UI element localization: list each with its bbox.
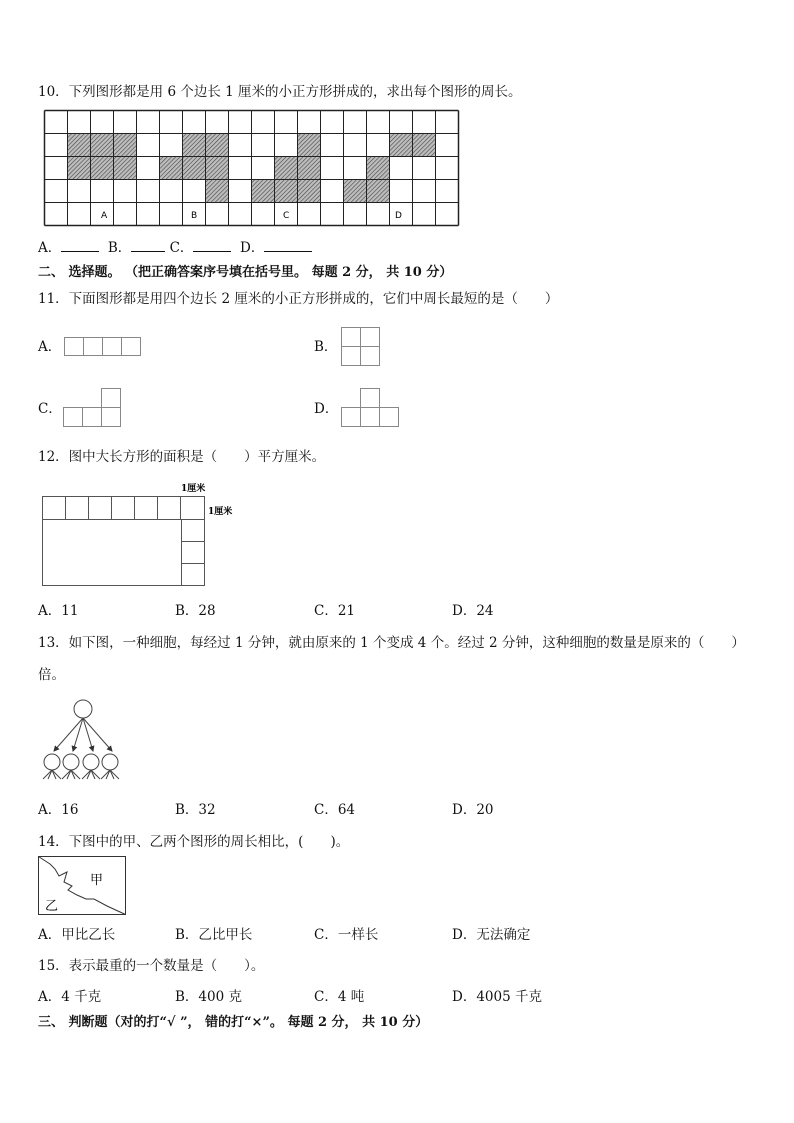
q14-label-yi: 乙 bbox=[45, 899, 59, 914]
q14-option-a[interactable]: A．甲比乙长 bbox=[38, 927, 116, 943]
q12-option-b[interactable]: B．28 bbox=[175, 603, 216, 619]
q12-stem: 12．图中大长方形的面积是（ ）平方厘米。 bbox=[38, 449, 326, 465]
q15-stem: 15．表示最重的一个数量是（ ）。 bbox=[38, 958, 265, 974]
q12-option-c[interactable]: C．21 bbox=[314, 603, 356, 619]
q12-rectangle-figure bbox=[40, 480, 270, 590]
q11-shape-a bbox=[64, 337, 144, 357]
q11-shape-d bbox=[341, 388, 403, 430]
q11-option-c-label: C． bbox=[38, 401, 62, 417]
q14-option-b[interactable]: B．乙比甲长 bbox=[175, 927, 253, 943]
q10-answer-line: A． B． C． D． bbox=[38, 239, 312, 257]
q11-shape-c bbox=[63, 388, 125, 430]
q13-option-d[interactable]: D．20 bbox=[452, 802, 494, 818]
section3-title: 三、 判断题（对的打“√ ”， 错的打“×”。 每题 2 分， 共 10 分） bbox=[38, 1015, 429, 1030]
q14-option-d[interactable]: D．无法确定 bbox=[452, 927, 531, 943]
q11-option-a-label: A． bbox=[38, 339, 62, 355]
q11-shape-b bbox=[341, 327, 383, 369]
q12-label-top: 1厘米 bbox=[181, 484, 206, 494]
answer-blank-d[interactable] bbox=[264, 239, 312, 252]
q11-stem: 11．下面图形都是用四个边长 2 厘米的小正方形拼成的，它们中周长最短的是（ ） bbox=[38, 291, 559, 307]
q15-option-d[interactable]: D．4005 千克 bbox=[452, 989, 542, 1005]
q11-option-b-label: B． bbox=[314, 339, 338, 355]
q14-figure bbox=[37, 855, 129, 919]
grid-label-c: C bbox=[283, 211, 290, 221]
q10-grid-figure bbox=[44, 110, 464, 230]
grid-label-a: A bbox=[101, 211, 108, 221]
grid-label-b: B bbox=[191, 211, 198, 221]
q14-label-jia: 甲 bbox=[90, 873, 104, 888]
answer-blank-b[interactable] bbox=[131, 239, 165, 252]
q14-option-c[interactable]: C．一样长 bbox=[314, 927, 379, 943]
section2-title: 二、 选择题。 （把正确答案序号填在括号里。 每题 2 分， 共 10 分） bbox=[38, 265, 453, 280]
q15-option-c[interactable]: C．4 吨 bbox=[314, 989, 365, 1005]
answer-blank-a[interactable] bbox=[61, 239, 99, 252]
q13-cell-diagram bbox=[38, 695, 138, 795]
q12-option-a[interactable]: A．11 bbox=[38, 603, 79, 619]
q13-option-a[interactable]: A．16 bbox=[38, 802, 79, 818]
q12-option-d[interactable]: D．24 bbox=[452, 603, 494, 619]
q13-stem: 13．如下图，一种细胞，每经过 1 分钟，就由原来的 1 个变成 4 个。经过 2 分钟，这种细胞的数量是原来的（ ） bbox=[38, 635, 745, 651]
q10-stem: 10．下列图形都是用 6 个边长 1 厘米的小正方形拼成的，求出每个图形的周长。 bbox=[38, 84, 522, 100]
q13-stem-cont: 倍。 bbox=[38, 667, 65, 683]
q14-stem: 14．下图中的甲、乙两个图形的周长相比，( )。 bbox=[38, 834, 350, 850]
answer-blank-c[interactable] bbox=[193, 239, 231, 252]
q11-option-d-label: D． bbox=[314, 401, 339, 417]
q12-label-side: 1厘米 bbox=[208, 507, 233, 517]
q13-option-c[interactable]: C．64 bbox=[314, 802, 356, 818]
grid-label-d: D bbox=[395, 211, 402, 221]
q13-option-b[interactable]: B．32 bbox=[175, 802, 216, 818]
q15-option-b[interactable]: B．400 克 bbox=[175, 989, 242, 1005]
q15-option-a[interactable]: A．4 千克 bbox=[38, 989, 102, 1005]
